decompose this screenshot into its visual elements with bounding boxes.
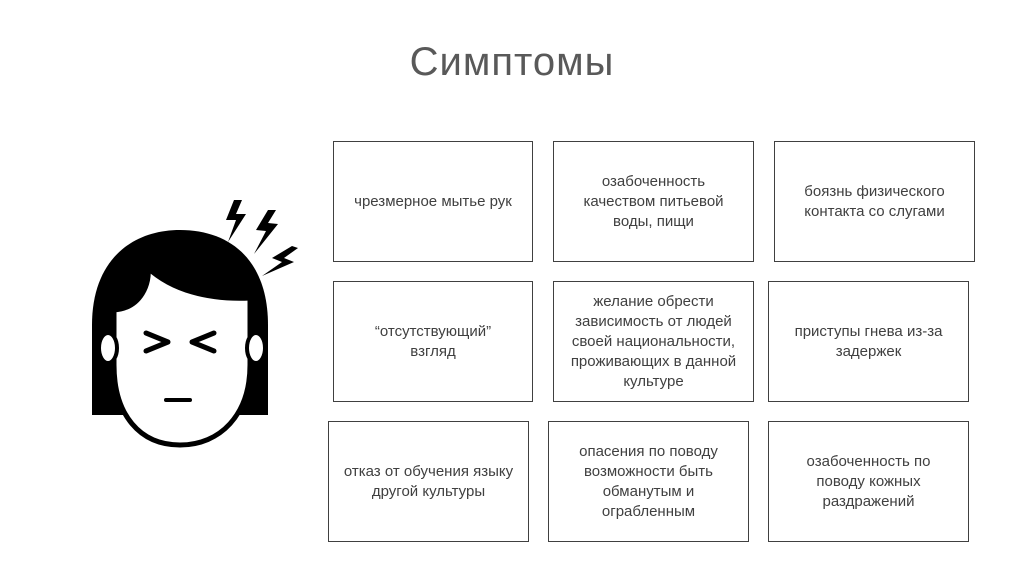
symptom-text: озабоченность по поводу кожных раздражений [806,452,931,510]
symptom-card [328,421,529,542]
symptom-text: опасения по поводу возможности быть обманутым и ограбленным [579,442,718,520]
symptom-card [768,281,969,402]
headache-woman-icon [80,190,300,460]
symptom-card [553,281,754,402]
symptom-text: чрезмерное мытье рук [354,192,512,210]
symptom-card [768,421,969,542]
symptom-card [333,281,533,402]
slide-title: Симптомы [409,40,615,84]
symptom-card [548,421,749,542]
symptom-text: желание обрести зависимость от людей своей национальности, проживающих в данной культуре [570,292,737,390]
symptom-text: боязнь физического контакта со слугами [804,182,945,220]
symptom-text: озабоченность качеством питьевой воды, пищи [583,172,724,230]
symptom-card [553,141,754,262]
symptom-card [333,141,533,262]
symptom-text: “отсутствующий” взгляд [374,322,492,360]
symptom-text: приступы гнева из-за задержек [794,322,943,360]
symptom-text: отказ от обучения языку другой культуры [343,462,514,500]
symptom-card [774,141,975,262]
